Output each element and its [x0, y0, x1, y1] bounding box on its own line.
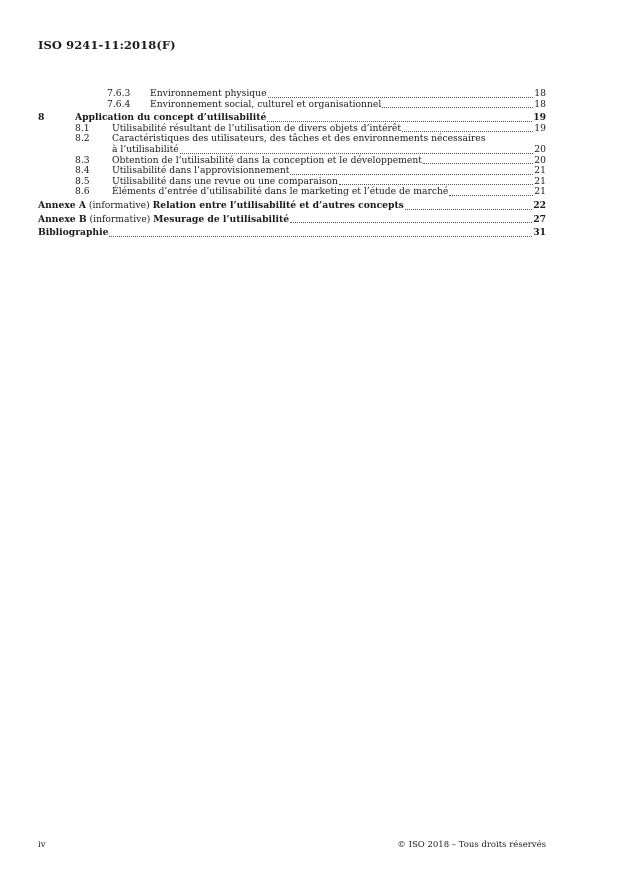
- toc-title: Mesurage de l’utilisabilité: [153, 213, 290, 225]
- toc-number: 7.6.3: [107, 88, 131, 99]
- toc-annex-prefix: Annexe B: [38, 213, 87, 225]
- toc-leader: [290, 222, 532, 223]
- toc-number: 8.2: [75, 133, 90, 145]
- toc-leader: [109, 236, 532, 237]
- footer-page-number: iv: [38, 840, 46, 850]
- toc-annex-qualifier: (informative): [85, 199, 153, 211]
- toc-page: 31: [533, 227, 546, 239]
- toc-entry-8-6[interactable]: [38, 187, 546, 198]
- toc-annex-heading: [38, 215, 289, 226]
- toc-leader: [402, 131, 533, 132]
- toc-number: 8.6: [75, 186, 90, 198]
- toc-entry-annex-a[interactable]: [38, 201, 546, 212]
- toc-leader: [290, 174, 533, 175]
- toc-leader: [423, 163, 533, 164]
- toc-page: 19: [534, 122, 546, 134]
- toc-title: Application du concept d’utilisabilité: [75, 112, 267, 124]
- toc-page: 18: [534, 88, 546, 99]
- toc-leader: [180, 153, 533, 154]
- toc-annex-heading: [38, 201, 404, 212]
- toc-page: 21: [534, 175, 546, 187]
- toc-title: Environnement physique: [150, 88, 267, 99]
- toc-leader: [382, 107, 533, 108]
- toc-number: 7.6.4: [107, 98, 131, 110]
- toc-number: 8: [38, 112, 45, 124]
- toc-title: Éléments d’entrée d’utilisabilité dans le marketing et l’étude de marché: [112, 186, 449, 198]
- table-of-contents: [38, 89, 546, 239]
- footer-copyright: © ISO 2018 – Tous droits réservés: [397, 840, 546, 850]
- document-header: ISO 9241-11:2018(F): [38, 38, 176, 52]
- toc-leader: [268, 97, 533, 98]
- toc-page: 22: [533, 199, 546, 211]
- toc-title: Obtention de l’utilisabilité dans la conception et le développement: [112, 154, 422, 166]
- toc-page: 18: [534, 98, 546, 110]
- toc-page: 20: [534, 143, 546, 155]
- toc-title: Relation entre l’utilisabilité et d’autres concepts: [152, 199, 404, 211]
- toc-page: 19: [533, 112, 546, 124]
- toc-entry-annex-b[interactable]: [38, 215, 546, 226]
- toc-page: 20: [534, 154, 546, 166]
- toc-page: 21: [534, 186, 546, 198]
- toc-annex-qualifier: (informative): [86, 213, 154, 225]
- toc-annex-prefix: Annexe A: [38, 199, 86, 211]
- toc-leader: [449, 195, 533, 196]
- toc-leader: [405, 209, 532, 210]
- toc-title-line1: Caractéristiques des utilisateurs, des tâches et des environnements nécessaires: [112, 133, 486, 145]
- toc-number: 8.1: [75, 122, 90, 134]
- toc-page: 21: [534, 165, 546, 177]
- toc-title-line2: à l’utilisabilité: [112, 143, 179, 155]
- toc-entry-bibliographie[interactable]: [38, 228, 546, 239]
- toc-title: Utilisabilité résultant de l’utilisation de divers objets d’intérêt: [112, 122, 402, 134]
- toc-page: 27: [533, 213, 546, 225]
- toc-title: Utilisabilité dans une revue ou une comparaison: [112, 175, 338, 187]
- toc-number: 8.5: [75, 175, 90, 187]
- toc-entry-8-2[interactable]: [38, 134, 546, 155]
- toc-entry-7-6-3[interactable]: [38, 89, 546, 100]
- toc-title: Utilisabilité dans l’approvisionnement: [112, 165, 290, 177]
- toc-leader: [267, 121, 532, 122]
- toc-title: Environnement social, culturel et organisationnel: [150, 98, 382, 110]
- toc-entry-7-6-4[interactable]: [38, 100, 546, 111]
- toc-number: 8.3: [75, 154, 90, 166]
- toc-title: Bibliographie: [38, 227, 109, 239]
- toc-number: 8.4: [75, 165, 90, 177]
